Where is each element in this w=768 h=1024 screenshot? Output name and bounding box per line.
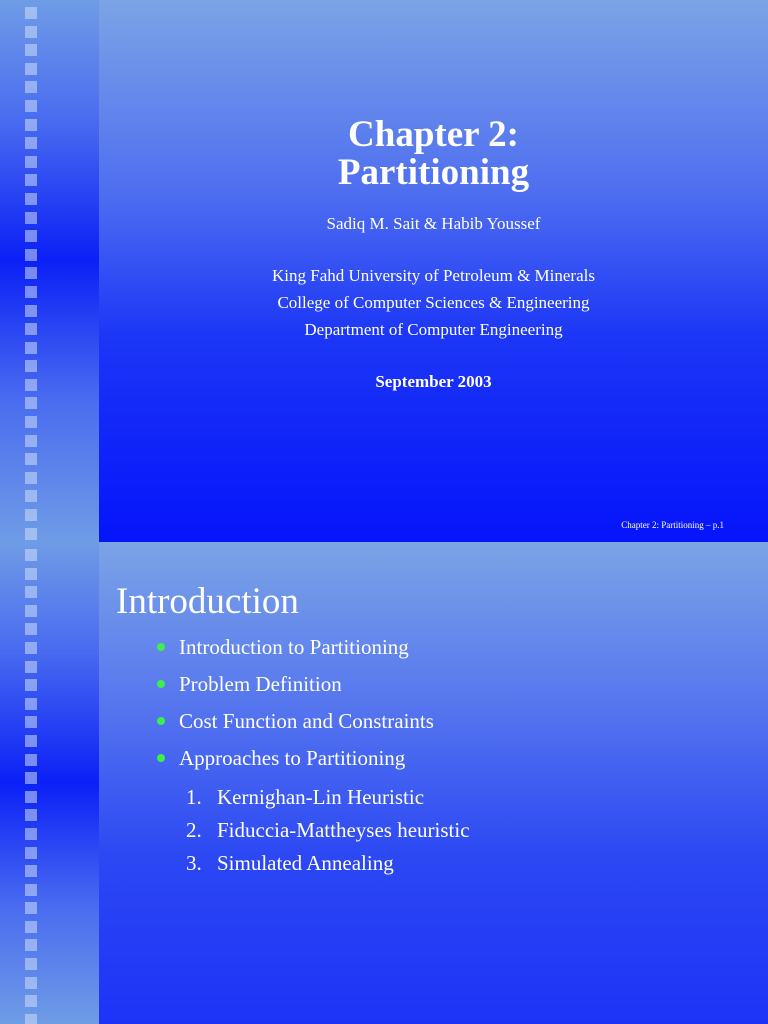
approaches-list: [186, 785, 470, 884]
decorative-sidebar: [0, 0, 99, 542]
sidebar-square: [25, 828, 37, 840]
slide-heading: Introduction: [116, 581, 299, 622]
list-item: [155, 746, 434, 783]
sidebar-square: [25, 212, 37, 224]
sidebar-square: [25, 472, 37, 484]
sidebar-square: [25, 509, 37, 521]
introduction-slide-content: [99, 542, 768, 1024]
sidebar-square: [25, 63, 37, 75]
introduction-slide: [0, 542, 768, 1024]
numbered-item: [186, 818, 470, 851]
sidebar-square: [25, 772, 37, 784]
sidebar-square: [25, 939, 37, 951]
sidebar-square: [25, 716, 37, 728]
sidebar-square: [25, 549, 37, 561]
sidebar-square: [25, 642, 37, 654]
list-item-label: Problem Definition: [179, 672, 342, 696]
sidebar-square: [25, 884, 37, 896]
sidebar-square: [25, 809, 37, 821]
sidebar-square: [25, 902, 37, 914]
numbered-item: [186, 851, 470, 884]
list-item-label: Approaches to Partitioning: [179, 746, 406, 770]
slide-footer: Chapter 2: Partitioning – p.1: [621, 520, 724, 530]
bullet-dot-icon: [157, 717, 165, 725]
affiliation-department: Department of Computer Engineering: [304, 320, 563, 339]
topic-list: [155, 635, 434, 783]
list-item: [155, 672, 434, 709]
sidebar-square: [25, 605, 37, 617]
sidebar-square: [25, 267, 37, 279]
affiliation: [99, 262, 768, 343]
sidebar-square: [25, 586, 37, 598]
sidebar-square: [25, 735, 37, 747]
bullet-dot-icon: [157, 754, 165, 762]
sidebar-square: [25, 174, 37, 186]
sidebar-square: [25, 865, 37, 877]
sidebar-square-pattern: [25, 549, 39, 1024]
sidebar-square: [25, 623, 37, 635]
item-label: Simulated Annealing: [217, 851, 394, 875]
sidebar-square: [25, 100, 37, 112]
item-number: 3.: [186, 851, 202, 875]
sidebar-square: [25, 119, 37, 131]
sidebar-square: [25, 26, 37, 38]
sidebar-square: [25, 1014, 37, 1024]
sidebar-square: [25, 453, 37, 465]
decorative-sidebar: [0, 542, 99, 1024]
sidebar-square: [25, 7, 37, 19]
list-item: [155, 635, 434, 672]
sidebar-square: [25, 416, 37, 428]
authors: Sadiq M. Sait & Habib Youssef: [326, 214, 541, 233]
sidebar-square: [25, 791, 37, 803]
sidebar-square: [25, 137, 37, 149]
sidebar-square: [25, 286, 37, 298]
sidebar-square: [25, 977, 37, 989]
sidebar-square: [25, 360, 37, 372]
sidebar-square: [25, 397, 37, 409]
sidebar-square: [25, 661, 37, 673]
title-block: [99, 116, 768, 392]
sidebar-square: [25, 958, 37, 970]
sidebar-square-pattern: [25, 7, 39, 542]
sidebar-square: [25, 305, 37, 317]
sidebar-square: [25, 847, 37, 859]
bullet-dot-icon: [157, 643, 165, 651]
item-number: 2.: [186, 818, 202, 842]
sidebar-square: [25, 528, 37, 540]
sidebar-square: [25, 230, 37, 242]
presentation-date: September 2003: [375, 372, 492, 391]
item-number: 1.: [186, 785, 202, 809]
list-item-label: Introduction to Partitioning: [179, 635, 409, 659]
sidebar-square: [25, 249, 37, 261]
sidebar-square: [25, 568, 37, 580]
bullet-dot-icon: [157, 680, 165, 688]
sidebar-square: [25, 490, 37, 502]
sidebar-square: [25, 379, 37, 391]
sidebar-square: [25, 921, 37, 933]
sidebar-square: [25, 44, 37, 56]
sidebar-square: [25, 435, 37, 447]
sidebar-square: [25, 679, 37, 691]
numbered-item: [186, 785, 470, 818]
slide-title-line-1: Chapter 2:: [348, 114, 519, 155]
sidebar-square: [25, 995, 37, 1007]
slide-title-line-2: Partitioning: [337, 152, 530, 193]
sidebar-square: [25, 156, 37, 168]
title-slide-content: [99, 0, 768, 542]
sidebar-square: [25, 698, 37, 710]
sidebar-square: [25, 193, 37, 205]
list-item-label: Cost Function and Constraints: [179, 709, 434, 733]
list-item: [155, 709, 434, 746]
affiliation-university: King Fahd University of Petroleum & Minerals: [272, 266, 595, 285]
item-label: Fiduccia-Mattheyses heuristic: [217, 818, 470, 842]
sidebar-square: [25, 81, 37, 93]
sidebar-square: [25, 323, 37, 335]
sidebar-square: [25, 754, 37, 766]
item-label: Kernighan-Lin Heuristic: [217, 785, 425, 809]
affiliation-college: College of Computer Sciences & Engineering: [277, 293, 590, 312]
sidebar-square: [25, 342, 37, 354]
